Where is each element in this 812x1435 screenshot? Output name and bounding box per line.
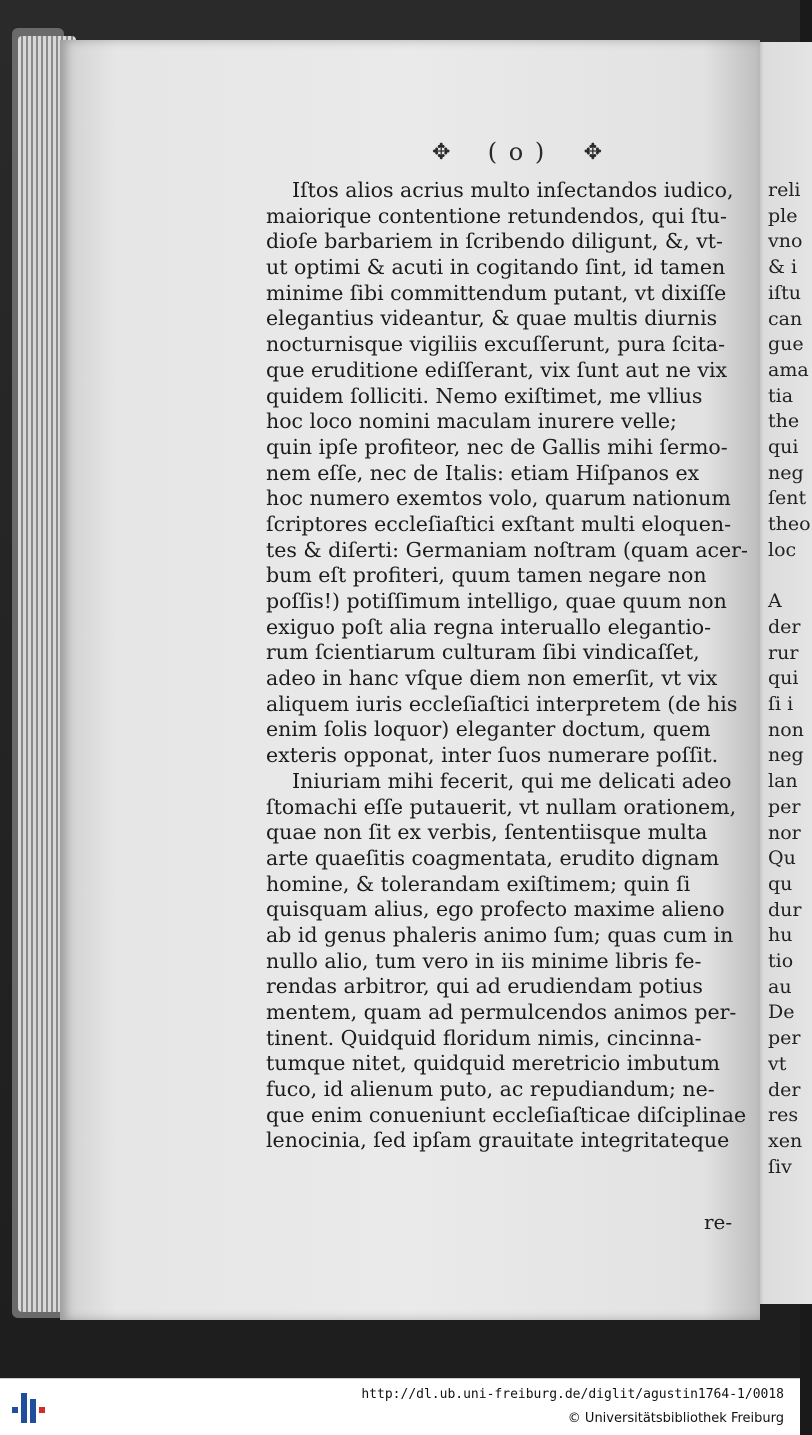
- text-line: nocturnisque vigiliis excuſſerunt, pura ſcita-: [266, 332, 726, 357]
- text-line: que enim conueniunt eccleſiaſticae diſciplinae: [266, 1102, 747, 1127]
- facing-page-text-fragment: ſiv: [768, 1155, 792, 1178]
- text-line: nullo alio, tum vero in iis minime libris fe-: [266, 948, 702, 973]
- text-line: tes & diſerti: Germaniam noſtram (quam acer-: [266, 537, 748, 562]
- text-line: quidem ſolliciti. Nemo exiſtimet, me vllius: [266, 383, 703, 408]
- text-line: quin ipſe profiteor, nec de Gallis mihi ſermo-: [266, 434, 728, 459]
- facing-page-text-fragment: loc: [768, 538, 797, 561]
- text-line: tinent. Quidquid floridum nimis, cincinna-: [266, 1025, 702, 1050]
- facing-page-text-fragment: tio: [768, 950, 794, 972]
- copyright-notice: © Universitätsbibliothek Freiburg: [567, 1411, 784, 1426]
- facing-page-text-fragment: res: [768, 1104, 799, 1127]
- facing-page-text-fragment: vno: [768, 230, 803, 253]
- text-line: rum ſcientiarum culturam ſibi vindicaſſet,: [266, 640, 700, 665]
- permalink[interactable]: http://dl.ub.uni-freiburg.de/diglit/agustin1764-1/0018: [361, 1387, 784, 1402]
- facing-page-text-fragment: iſtu: [768, 281, 801, 304]
- facing-page-text-fragment: xen: [768, 1129, 803, 1152]
- text-line: adeo in hanc vſque diem non emerſit, vt vix: [266, 666, 718, 691]
- facing-page-text-fragment: rur: [768, 641, 799, 664]
- facing-page-text-fragment: neg: [768, 461, 804, 484]
- facing-page-text-fragment: qu: [768, 872, 793, 895]
- text-line: fuco, id alienum puto, ac repudiandum; ne-: [266, 1077, 715, 1102]
- facing-page-text-fragment: reli: [768, 179, 801, 201]
- facing-page-text-fragment: dur: [768, 898, 802, 921]
- facing-page-text-fragment: Qu: [768, 847, 796, 870]
- facing-page-text-fragment: gue: [768, 333, 804, 356]
- text-line: minime ſibi committendum putant, vt dixiſſe: [266, 280, 727, 305]
- text-line: que eruditione ediſſerant, vix ſunt aut ne vix: [266, 357, 728, 382]
- facing-page-text-fragment: non: [768, 718, 804, 741]
- catchword: re-: [704, 1210, 733, 1234]
- facing-page-text-fragment: ſent: [768, 487, 807, 510]
- facing-page-text-fragment: hu: [768, 924, 793, 947]
- text-line: mentem, quam ad permulcendos animos per-: [266, 1000, 737, 1024]
- text-line: ab id genus phaleris animo ſum; quas cum in: [266, 922, 734, 947]
- text-line: enim ſolis loquor) eleganter doctum, quem: [266, 717, 711, 742]
- facing-page-text-fragment: ama: [768, 358, 809, 381]
- text-line: Iniuriam mihi fecerit, qui me delicati adeo: [292, 768, 732, 793]
- ornament-left-icon: ✥: [432, 139, 451, 165]
- text-line: aliquem iuris eccleſiaſtici interpretem (de his: [266, 691, 738, 716]
- facing-page-text-fragment: per: [768, 1027, 801, 1050]
- next-page-fragment: [752, 42, 812, 1304]
- ornament-right-icon: ✥: [583, 139, 602, 165]
- text-line: hoc numero exemtos volo, quarum nationum: [266, 486, 731, 511]
- text-line: quae non ſit ex verbis, ſententiisque multa: [266, 820, 708, 845]
- facing-page-text-fragment: lan: [768, 770, 798, 793]
- text-line: lenocinia, ſed ipſam grauitate integritateque: [266, 1128, 730, 1153]
- text-line: homine, & tolerandam exiſtimem; quin ſi: [266, 871, 691, 896]
- text-line: ſtomachi eſſe putauerit, vt nullam orationem,: [266, 794, 737, 819]
- facing-page-text-fragment: De: [768, 1001, 795, 1024]
- text-line: Iſtos alios acrius multo inſectandos iudico,: [292, 178, 734, 202]
- facing-page-text-fragment: the: [768, 410, 800, 433]
- page-text: [266, 178, 756, 1154]
- text-line: dioſe barbariem in ſcribendo diligunt, &, vt-: [266, 229, 723, 254]
- facing-page-text-fragment: A: [768, 590, 782, 613]
- facing-page-text-fragment: der: [768, 1078, 801, 1101]
- text-line: exteris opponat, inter ſuos numerare poſſit.: [266, 743, 719, 768]
- text-line: arte quaeſitis coagmentata, erudito dignam: [266, 845, 720, 870]
- facing-page-text-fragment: der: [768, 615, 801, 638]
- facing-page-text-fragment: vt: [768, 1052, 787, 1075]
- text-line: hoc loco nomini maculam inurere velle;: [266, 409, 677, 434]
- page-header: [432, 136, 602, 168]
- facing-page-text-fragment: tia: [768, 384, 794, 407]
- viewer-footer: [0, 1378, 800, 1435]
- text-line: exiguo poſt alia regna interuallo elegantio-: [266, 614, 712, 639]
- facing-page-text-fragment: qui: [768, 667, 799, 690]
- facing-page-text-fragment: & i: [768, 256, 798, 279]
- facing-page-text-fragment: neg: [768, 744, 804, 767]
- facing-page-text-fragment: can: [768, 307, 803, 330]
- facing-page-text-fragment: nor: [768, 821, 801, 844]
- facing-page-text-fragment: theo: [768, 513, 811, 536]
- text-line: tumque nitet, quidquid meretricio imbutum: [266, 1051, 720, 1076]
- text-line: quisquam alius, ego profecto maxime alieno: [266, 897, 725, 922]
- text-line: ſcriptores eccleſiaſtici exſtant multi eloquen-: [266, 511, 732, 536]
- text-line: ut optimi & acuti in cogitando ſint, id tamen: [266, 255, 726, 280]
- facing-page-text-fragment: per: [768, 795, 801, 818]
- facing-page-text-fragment: qui: [768, 436, 799, 458]
- text-line: bum eſt profiteri, quum tamen negare non: [266, 563, 707, 588]
- page-number: ( o ): [487, 138, 547, 166]
- facing-page-text-fragment: ſi i: [768, 693, 794, 715]
- library-logo-icon: [10, 1387, 50, 1427]
- facing-page-text-fragment: ple: [768, 204, 798, 227]
- text-line: rendas arbitror, qui ad erudiendam potius: [266, 974, 703, 999]
- text-line: nem eſſe, nec de Italis: etiam Hiſpanos ex: [266, 460, 700, 485]
- text-line: poſſis!) potiſſimum intelligo, quae quum non: [266, 589, 727, 613]
- facing-page-text-fragment: au: [768, 975, 792, 998]
- text-line: elegantius videantur, & quae multis diurnis: [266, 306, 718, 331]
- text-line: maiorique contentione retundendos, qui ſtu-: [266, 203, 727, 228]
